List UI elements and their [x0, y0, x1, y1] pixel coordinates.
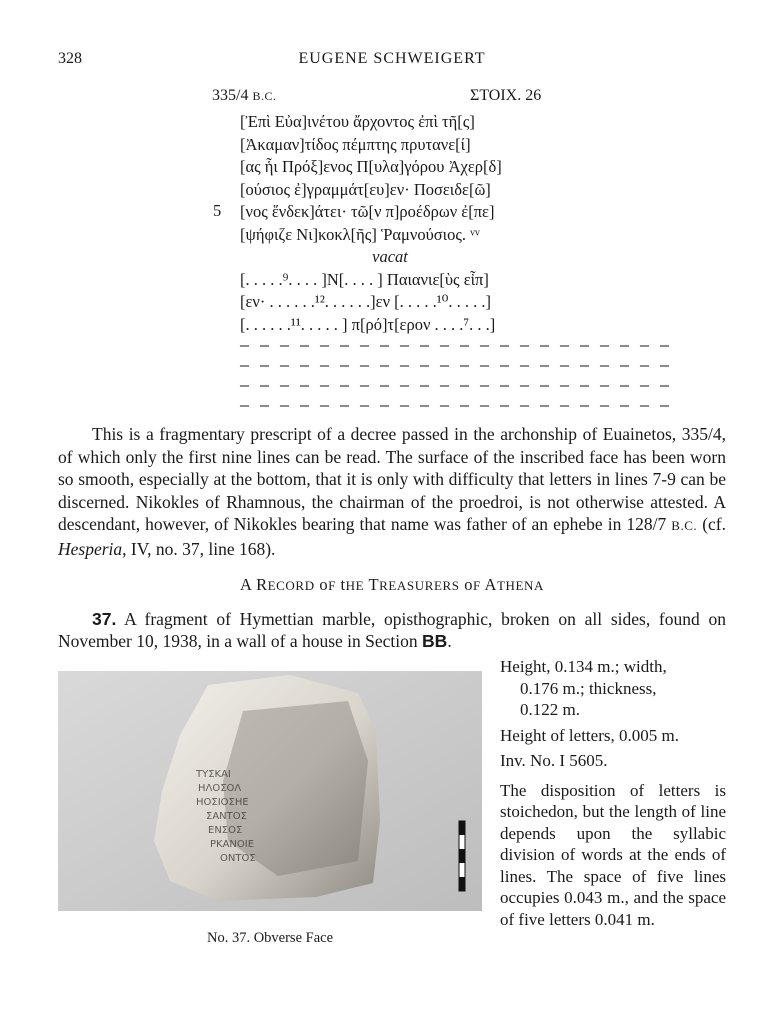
inscription-date [212, 87, 276, 105]
entry-number: 37. [92, 609, 117, 629]
line-number-5: 5 [213, 201, 222, 220]
dimensions-line: Height, 0.134 m.; width, [500, 657, 667, 676]
section-title: A RECORD oF tHE TREASURERS oF ATHENA [239, 575, 545, 594]
fragment-line: [. . . . .⁹. . . . ]N[. . . . ] Παιανιε[ὺς εἶπ] [240, 269, 489, 289]
entry-text: A fragment of Hymettian marble, opisthographic, broken on all sides, found on November 10, 1938, in a wall of a house in Section [58, 609, 726, 651]
vacat-note: vacat [372, 247, 408, 266]
letter-height: Height of letters, 0.005 m. [500, 725, 679, 745]
page-number: 328 [58, 50, 82, 67]
dimensions [500, 656, 726, 721]
section-code: BB [422, 631, 448, 651]
inscription-date-era: B.C. [252, 89, 277, 103]
dimensions-line: 0.122 m. [520, 700, 580, 719]
inscription-text [240, 111, 671, 416]
fragment-photo [58, 671, 482, 911]
dimensions-line: 0.176 m.; thickness, [520, 678, 657, 698]
entry-37 [58, 608, 726, 652]
stoichedon-label: ΣΤΟΙΧ. 26 [470, 87, 542, 104]
stone-letters: ΗΟΣΙΟΣΗΕ [196, 797, 249, 808]
inscription-line: [ψήφιζε Νι]κοκλ[ῆς] Ῥαμνούσιος. ᵛᵛ [240, 224, 480, 244]
section-heading [0, 575, 784, 595]
lacuna-line: — — — — — — — — — — — — — — — — — — — — — — [240, 378, 671, 395]
stone-letters: ΕΝΣΟΣ [208, 825, 243, 836]
stone-letters: ΟΝΤΟΣ [220, 853, 256, 864]
commentary-text: This is a fragmentary prescript of a decree passed in the archonship of Euainetos, 335/4, of which only the first nine lines can be read. The surface of the inscribed face has been worn so smooth, especially at the bottom, that it is only with difficulty that letters in lines 7-9 can be discerned. Nikokles of Rhamnous, the chairman of the proedroi, is not otherwise attested. A descendant, however, of Nikokles bearing that name was father of an ephebe in 128/7 [58, 424, 726, 534]
lacuna-line: — — — — — — — — — — — — — — — — — — — — — — [240, 398, 671, 415]
fragment-line: [εν· . . . . . .¹². . . . . .]εν [. . . . .¹⁰. . . . .] [240, 292, 491, 311]
commentary-text: , IV, no. 37, line 168). [122, 538, 276, 559]
scale-bar [459, 821, 465, 891]
journal-title: Hesperia [58, 538, 123, 559]
fragment-details [500, 656, 726, 930]
inscription-line: [Ἀκαμαν]τίδος πέμπτης πρυτανε[ί] [240, 134, 471, 154]
inscription-line: [ας ἧι Πρόξ]ενος Π[υλα]γόρου Ἀχερ[δ] [240, 157, 502, 176]
stone-letters: ΣΑΝΤΟΣ [206, 811, 247, 822]
running-title: EUGENE SCHWEIGERT [298, 50, 486, 67]
disposition-note: The disposition of letters is stoichedon, but the length of line depends upon the syllabic division of words at the ends of lines. The space of five lines occupies 0.043 m., and the space of five letters 0.041 m. [500, 780, 726, 929]
inscription-line: [ούσιος ἐ]γραμμάτ[ευ]εν· Ποσειδε[ῶ] [240, 179, 491, 199]
entry-end: . [447, 631, 452, 651]
fragment-line: [. . . . . .¹¹. . . . . ] π[ρό]τ[ερον . . . .⁷. . .] [240, 314, 496, 334]
commentary-text: (cf. [697, 514, 726, 534]
inscription-date-number: 335/4 [212, 87, 249, 104]
inscription-line: [νος ἕνδεκ]άτει· τῶ[ν π]ροέδρων ἐ[πε] [240, 202, 495, 221]
inscription-line: [Ἐπὶ Εὐα]ινέτου ἄρχοντος ἐπὶ τῆ[ς] [240, 112, 475, 131]
inventory-number: Inv. No. I 5605. [500, 751, 608, 770]
commentary-paragraph [58, 423, 726, 560]
lacuna-line: — — — — — — — — — — — — — — — — — — — — — — [240, 338, 671, 355]
stone-letters: ΗΛΟΣΟΛ [198, 783, 242, 794]
stone-letters: ΡΚΑΝΟΙΕ [210, 839, 255, 850]
stone-letters: ΤΥΣΚΑΙ [196, 769, 231, 780]
era-abbrev: B.C. [671, 518, 698, 533]
lacuna-line: — — — — — — — — — — — — — — — — — — — — — — [240, 358, 671, 375]
figure-caption: No. 37. Obverse Face [206, 930, 334, 946]
